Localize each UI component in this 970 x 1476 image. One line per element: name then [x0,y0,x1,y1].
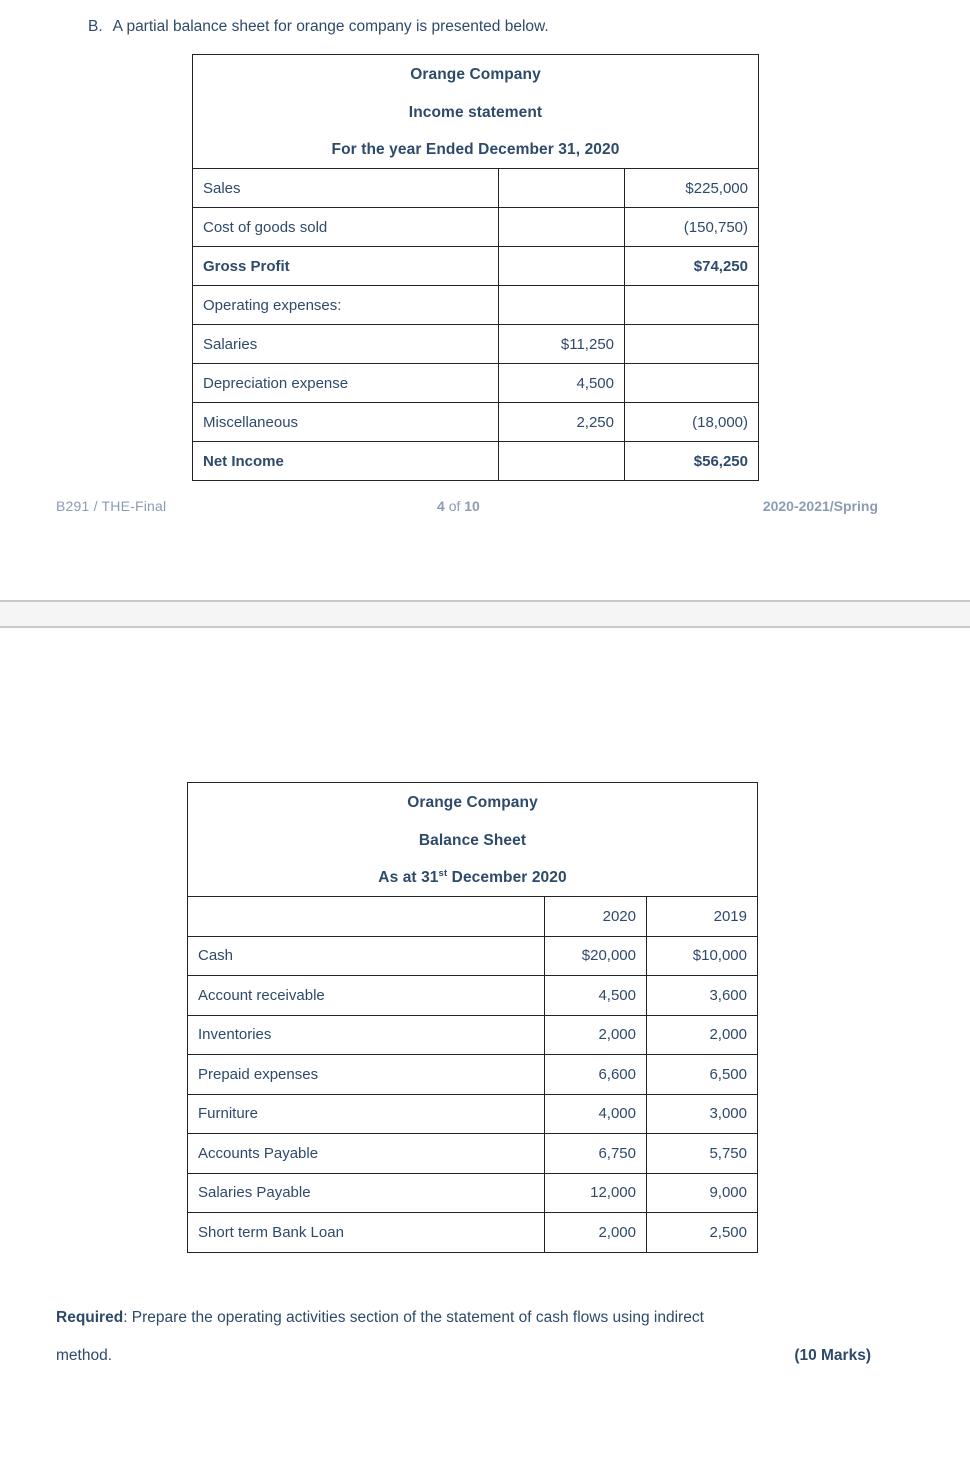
row-value-2020: 12,000 [545,1173,647,1213]
row-value-2020: $20,000 [545,936,647,976]
footer-current-page: 4 [437,498,445,514]
row-value-2019: $10,000 [647,936,758,976]
footer-total-pages: 10 [464,498,480,514]
header-blank [188,897,545,937]
table-row [188,1015,758,1055]
row-amount-total [625,286,759,325]
table-row [193,364,759,403]
income-statement-company-name: Orange Company [193,55,759,93]
required-instruction-line2 [56,1347,871,1365]
row-label: Furniture [188,1094,545,1134]
income-statement-table [192,54,759,481]
as-at-suffix: December 2020 [447,869,567,887]
balance-sheet-company-name: Orange Company [188,783,758,821]
income-statement-statement-name: Income statement [193,93,759,131]
row-value-2020: 2,000 [545,1213,647,1253]
row-value-2019: 6,500 [647,1055,758,1095]
footer-academic-year: 2020-2021/Spring [762,498,878,514]
row-label: Depreciation expense [193,364,499,403]
table-row [193,286,759,325]
row-label: Gross Profit [193,247,499,286]
table-row [193,247,759,286]
row-label: Sales [193,169,499,208]
footer-course-code: B291 / THE-Final [56,498,167,514]
balance-sheet-title-row [188,783,758,821]
row-amount-sub [499,169,625,208]
row-label: Net Income [193,442,499,481]
row-label: Cost of goods sold [193,208,499,247]
income-statement-title-row [193,93,759,131]
row-label: Short term Bank Loan [188,1213,545,1253]
table-row [188,1094,758,1134]
income-statement-body [193,55,759,481]
balance-sheet-table [187,782,758,1253]
row-label: Accounts Payable [188,1134,545,1174]
row-label: Cash [188,936,545,976]
row-amount-sub: 4,500 [499,364,625,403]
row-value-2019: 5,750 [647,1134,758,1174]
header-year-current: 2020 [545,897,647,937]
header-year-prior: 2019 [647,897,758,937]
row-value-2019: 2,500 [647,1213,758,1253]
table-row [188,1055,758,1095]
balance-sheet-body [188,783,758,1253]
question-letter: B. [88,18,103,35]
page-break-gutter [0,600,970,628]
required-text: : Prepare the operating activities section of the statement of cash flows using indirect [123,1309,704,1326]
row-value-2019: 3,000 [647,1094,758,1134]
row-amount-total [625,325,759,364]
row-amount-total: $56,250 [625,442,759,481]
required-text-continued: method. [56,1347,113,1364]
row-label: Salaries Payable [188,1173,545,1213]
table-row [188,976,758,1016]
as-at-prefix: As at 31 [378,869,439,887]
row-amount-total: $74,250 [625,247,759,286]
required-instruction [56,1308,871,1329]
row-value-2020: 6,750 [545,1134,647,1174]
as-at-ordinal-suffix: st [438,868,448,880]
row-value-2020: 6,600 [545,1055,647,1095]
row-amount-total: (18,000) [625,403,759,442]
table-row [188,1134,758,1174]
row-label: Account receivable [188,976,545,1016]
table-row [193,442,759,481]
row-amount-sub: $11,250 [499,325,625,364]
balance-sheet-statement-name: Balance Sheet [188,821,758,859]
table-row [188,1173,758,1213]
footer-page-indicator [437,498,480,514]
row-amount-sub [499,247,625,286]
row-value-2020: 4,000 [545,1094,647,1134]
balance-sheet-as-at-date [188,859,758,897]
required-label: Required [56,1309,124,1326]
row-label: Prepaid expenses [188,1055,545,1095]
table-row [188,936,758,976]
row-amount-total: $225,000 [625,169,759,208]
row-amount-total: (150,750) [625,208,759,247]
question-prompt [88,17,908,38]
row-value-2019: 9,000 [647,1173,758,1213]
table-row [193,169,759,208]
balance-sheet-title-row [188,859,758,897]
row-amount-sub [499,286,625,325]
row-value-2020: 2,000 [545,1015,647,1055]
row-value-2020: 4,500 [545,976,647,1016]
row-amount-sub [499,208,625,247]
table-row [193,208,759,247]
page-footer [0,498,970,524]
row-value-2019: 3,600 [647,976,758,1016]
row-amount-sub: 2,250 [499,403,625,442]
table-row [193,325,759,364]
row-value-2019: 2,000 [647,1015,758,1055]
question-text: A partial balance sheet for orange company is presented below. [112,18,549,35]
table-row [188,1213,758,1253]
income-statement-period: For the year Ended December 31, 2020 [193,131,759,169]
row-amount-total [625,364,759,403]
row-label: Salaries [193,325,499,364]
footer-of-label: of [448,498,461,514]
row-label: Inventories [188,1015,545,1055]
balance-sheet-title-row [188,821,758,859]
balance-sheet-header-row [188,897,758,937]
row-amount-sub [499,442,625,481]
row-label: Operating expenses: [193,286,499,325]
marks-value: (10 Marks) [794,1347,871,1364]
row-label: Miscellaneous [193,403,499,442]
income-statement-title-row [193,55,759,93]
table-row [193,403,759,442]
income-statement-title-row [193,131,759,169]
